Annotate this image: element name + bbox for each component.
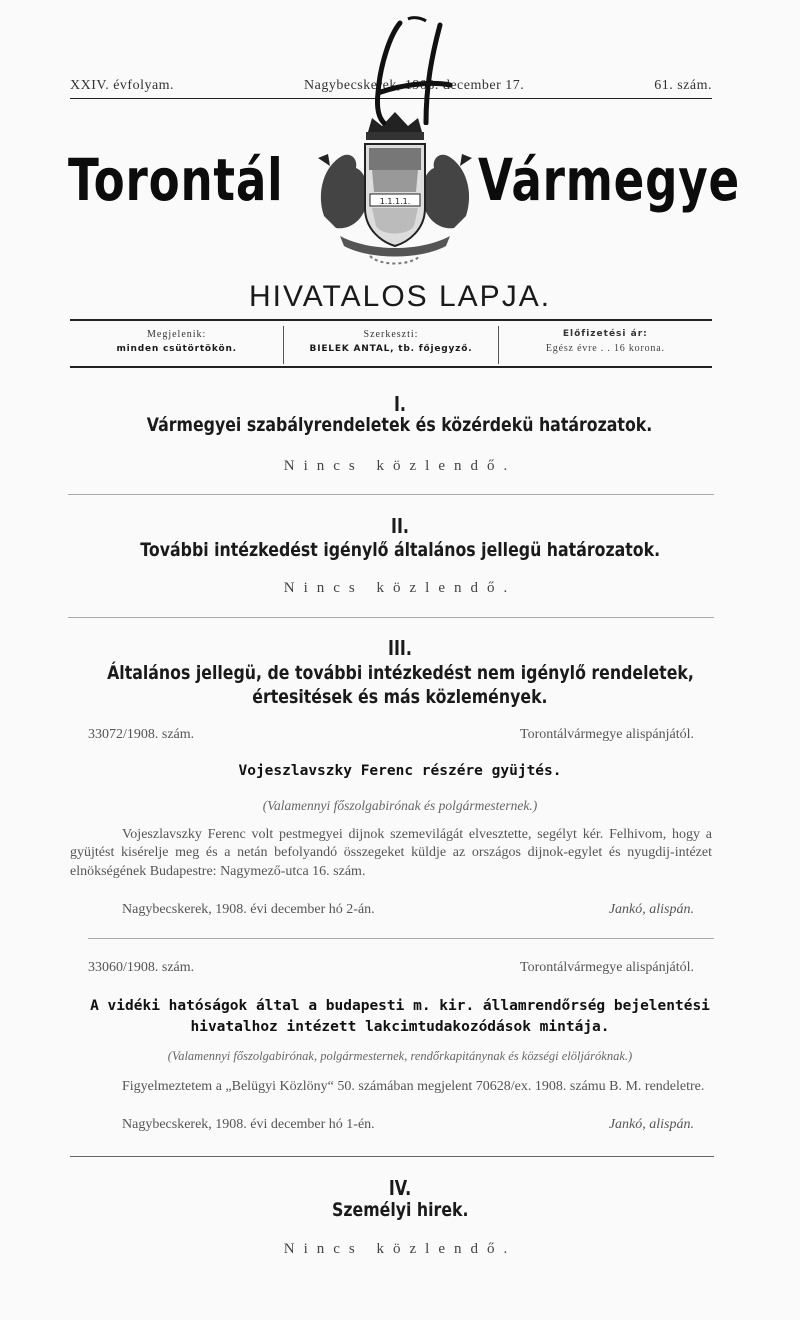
article-1-source: Torontálvármegye alispánjától.	[520, 727, 694, 742]
price-value: Egész évre . . 16 korona.	[545, 343, 665, 354]
article-1-place-date: Nagybecskerek, 1908. évi december hó 2-án.	[122, 902, 375, 917]
article-2-place-date: Nagybecskerek, 1908. évi december hó 1-én.	[122, 1117, 375, 1132]
masthead-subtitle: HIVATALOS LAPJA.	[248, 280, 552, 313]
section-3-title-line1: Általános jellegü, de további intézkedést nem igénylő rendeletek,	[106, 662, 694, 684]
article-2-sign-line	[122, 1117, 694, 1133]
section-4-title	[0, 1198, 800, 1222]
article-2-title-line1: A vidéki hatóságok által a budapesti m. kir. államrendőrség bejelentési	[90, 998, 710, 1014]
article-2-body: Figyelmeztetem a „Belügyi Közlöny“ 50. számában megjelent 70628/ex. 1908. számu B. M. rendeletre.	[122, 1079, 705, 1094]
article-2-signature: Jankó, alispán.	[608, 1117, 694, 1132]
article-1-sign-line	[122, 902, 694, 918]
section-1-title-text: Vármegyei szabályrendeletek és közérdekü határozatok.	[147, 414, 653, 436]
editor-value: BIELEK ANTAL, tb. főjegyző.	[309, 344, 473, 354]
crest-text: 1.1.1.1.	[379, 197, 411, 206]
masthead-title-right: Vármegye	[478, 146, 741, 214]
section-divider	[70, 1156, 714, 1157]
article-1-ref: 33072/1908. szám.	[88, 727, 195, 742]
article-1-body: Vojeszlavszky Ferenc volt pestmegyei dijnok szemevilágát elvesztette, segélyt kér. Felhivom, hogy a gyüjtést kisérelje meg és a netán befolyandó összegeket küldje az országos dijnok-egylet és nyugdij-intézet elnökségének Budapestre: Nagymező-utca 16. szám.	[70, 827, 712, 879]
section-3-title-line2: értesitések és más közlemények.	[252, 686, 548, 708]
section-4-title-text: Személyi hirek.	[331, 1199, 469, 1221]
article-2-ref: 33060/1908. szám.	[88, 960, 195, 975]
article-2-title	[0, 996, 800, 1038]
section-2-number: II.	[391, 514, 409, 538]
article-2-title-line2: hivatalhoz intézett lakcimtudakozódások mintája.	[190, 1019, 610, 1035]
section-divider	[68, 494, 714, 495]
published-label: Megjelenik:	[147, 329, 207, 340]
handwritten-number-mark	[350, 15, 460, 125]
article-1-signature: Jankó, alispán.	[608, 902, 694, 917]
issue-volume: XXIV. évfolyam.	[70, 78, 175, 93]
section-4-note: Nincs közlendő.	[283, 1241, 517, 1257]
section-1-number: I.	[393, 392, 407, 416]
issue-number: 61. szám.	[654, 78, 712, 93]
article-1-addressee: (Valamennyi főszolgabirónak és polgármesternek.)	[262, 798, 538, 813]
section-2-note: Nincs közlendő.	[283, 580, 517, 596]
article-divider	[88, 938, 714, 939]
info-rule-bottom	[70, 366, 712, 368]
article-1-title: Vojeszlavszky Ferenc részére gyüjtés.	[238, 763, 562, 779]
subscription-price	[498, 326, 712, 364]
section-1-note: Nincs közlendő.	[283, 458, 517, 474]
published-value: minden csütörtökön.	[116, 344, 237, 354]
masthead-title-left: Torontál	[68, 146, 284, 214]
article-2-source: Torontálvármegye alispánjától.	[520, 960, 694, 975]
issue-place-date: Nagybecskerek, 1908. december 17.	[304, 78, 525, 93]
editor-info	[283, 326, 497, 364]
section-4-number: IV.	[388, 1176, 412, 1200]
section-3-title	[0, 661, 800, 709]
info-band	[70, 326, 712, 364]
section-divider	[68, 617, 714, 618]
editor-label: Szerkeszti:	[363, 329, 419, 340]
article-2-ref-line	[88, 960, 694, 976]
price-label: Előfizetési ár:	[562, 329, 648, 339]
publication-schedule	[70, 326, 283, 364]
article-1-ref-line	[88, 727, 694, 743]
section-2-title-text: További intézkedést igénylő általános jellegü határozatok.	[140, 539, 660, 561]
info-rule-top	[70, 319, 712, 321]
section-1-title	[0, 413, 800, 437]
section-2-title	[0, 538, 800, 562]
section-3-number: III.	[388, 636, 412, 660]
article-2-addressee: (Valamennyi főszolgabirónak, polgármesternek, rendőrkapitánynak és községi elöljáróknak.)	[167, 1049, 633, 1063]
